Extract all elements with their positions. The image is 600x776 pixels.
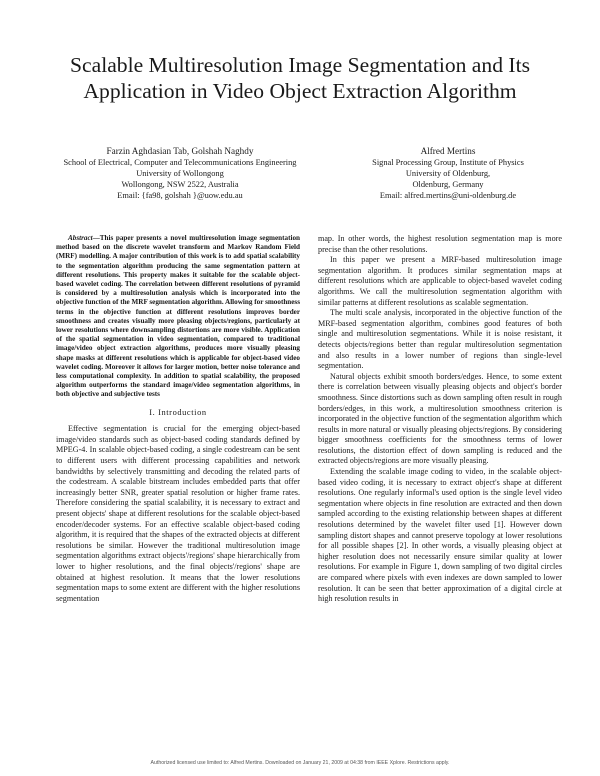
author-location: Oldenburg, Germany: [412, 180, 484, 189]
download-footer: Authorized licensed use limited to: Alfred Mertins. Downloaded on January 21, 2009 at 04:38 from IEEE Xplore. Restrictions apply.: [150, 760, 450, 766]
body-paragraph: The multi scale analysis, incorporated in the objective function of the MRF-based segmentation algorithm, combines good features of both single and multiresolution segmentations. While it is noise resistant, it detects objects/regions better than regular multiresolution segmentation and also results in a lower number of regions than single-level segmentation.: [318, 308, 562, 371]
author-email: Email: alfred.mertins@uni-oldenburg.de: [379, 191, 517, 200]
author-email: Email: {fa98, golshah }@uow.edu.au: [117, 191, 243, 200]
left-column: [56, 234, 300, 604]
abstract-text: —This paper presents a novel multiresolution image segmentation method based on the discrete wavelet transform and Markov Random Field (MRF) modelling. A major contribution of this work is to add spatial scalability to the segmentation algorithm producing the same segmentation pattern at different resolutions. This property makes it suitable for the scalable object-based wavelet coding. The correlation between different resolutions of pyramid is considered by a multiresolution analysis which is incorporated into the objective function of the MRF segmentation algorithm. Allowing for smoothness terms in the objective function at different resolutions improves border smoothness and creates visually more pleasing objects/regions, particularly at lower resolutions where downsampling distortions are more visible. Application of the spatial segmentation in video segmentation, compared to traditional image/video object extraction algorithms, produces more visually pleasing shape masks at different resolutions which is applicable for object-based video wavelet coding. Moreover it allows for larger motion, better noise tolerance and less computational complexity. In addition to spatial scalability, the proposed algorithm outperforms the standard image/video segmentation algorithms, in both objective and subjective tests: [56, 234, 300, 399]
section-heading-introduction: I. Introduction: [149, 407, 207, 417]
right-column: [318, 234, 562, 605]
abstract-label: Abstract: [68, 234, 93, 242]
body-paragraph: map. In other words, the highest resolution segmentation map is more precise than the other resolutions.: [318, 234, 562, 254]
author-university: University of Oldenburg,: [405, 169, 491, 178]
author-affiliation: School of Electrical, Computer and Telecommunications Engineering: [63, 158, 297, 167]
body-paragraph: Effective segmentation is crucial for the emerging object-based image/video standards such as object-based coding standards defined by MPEG-4. In scalable object-based coding, a single codestream can be sent to different users with different processing capabilities and network bandwidths by selectively transmitting and decoding the related parts of the codestream. A scalable bitstream includes embedded parts that offer increasingly better SNR, greater spatial resolution or higher frame rates. Therefore considering the spatial scalability, it is necessary to extract and present objects' shape at different resolutions for the scalable object-based encoder/decoder systems. For an effective scalable object-based coding algorithm, it is required that the shapes of the extracted objects at different resolutions be similar. However the traditional multiresolution image segmentation algorithms extract objects'/regions' shape hierarchically from lower to higher resolutions, and the final objects'/regions' shape are obtained at highest resolution. It means that the lower resolutions segmentation maps to some extent are different with the higher resolutions segmentation: [56, 424, 300, 603]
author-affiliation: Signal Processing Group, Institute of Physics: [372, 158, 524, 167]
author-names: Farzin Aghdasian Tab, Golshah Naghdy: [106, 146, 254, 156]
body-paragraph: In this paper we present a MRF-based multiresolution image segmentation algorithm. It produces similar segmentation maps at different resolutions which are applicable to object-based wavelet coding algorithms. We call the multiresolution segmentation algorithm with similar patterns at different resolutions as scalable segmentation.: [318, 255, 562, 307]
author-names: Alfred Mertins: [420, 146, 476, 156]
author-block-1: [58, 146, 302, 201]
abstract: [56, 234, 300, 400]
paper-title: Scalable Multiresolution Image Segmentation and Its Application in Video Object Extraction Algorithm: [70, 53, 530, 103]
body-paragraph: Extending the scalable image coding to video, in the scalable object-based video coding, it is necessary to extract object's shape at different resolutions. One regularly informal's used option is the single level video segmentation where objects in fine resolution are extracted and then down sampled according to the existing relationship between shapes at different resolutions determined by the wavelet filter used [1]. However down sampling distort shapes and cannot preserve topology at lower resolutions for all possible shapes [2]. In other words, a visually pleasing object at higher resolution does not necessarily ensure similar quality at lower resolutions. For example in Figure 1, down sampling of two digital circles are compared where pixels with even indexes are down sampled to lower resolution. It can be seen that better approximation of a digital circle at high resolution results in: [318, 467, 562, 604]
author-block-2: [330, 146, 566, 201]
author-location: Wollongong, NSW 2522, Australia: [121, 180, 239, 189]
author-university: University of Wollongong: [136, 169, 224, 178]
body-paragraph: Natural objects exhibit smooth borders/edges. Hence, to some extent there is correlation between visually pleasing objects and object's border smoothness. Since distortions such as down sampling often result in rough borders/edges, in this work, a multiresolution smoothness criterion is incorporated in the objective function of the segmentation algorithm which results in more natural or visually pleasing objects/regions. By considering bigger smoothness coefficients for the smoothness terms of lower resolutions, the distortion effect of down sampling is reduced and the extracted objects/regions are more visually pleasing.: [318, 371, 562, 466]
